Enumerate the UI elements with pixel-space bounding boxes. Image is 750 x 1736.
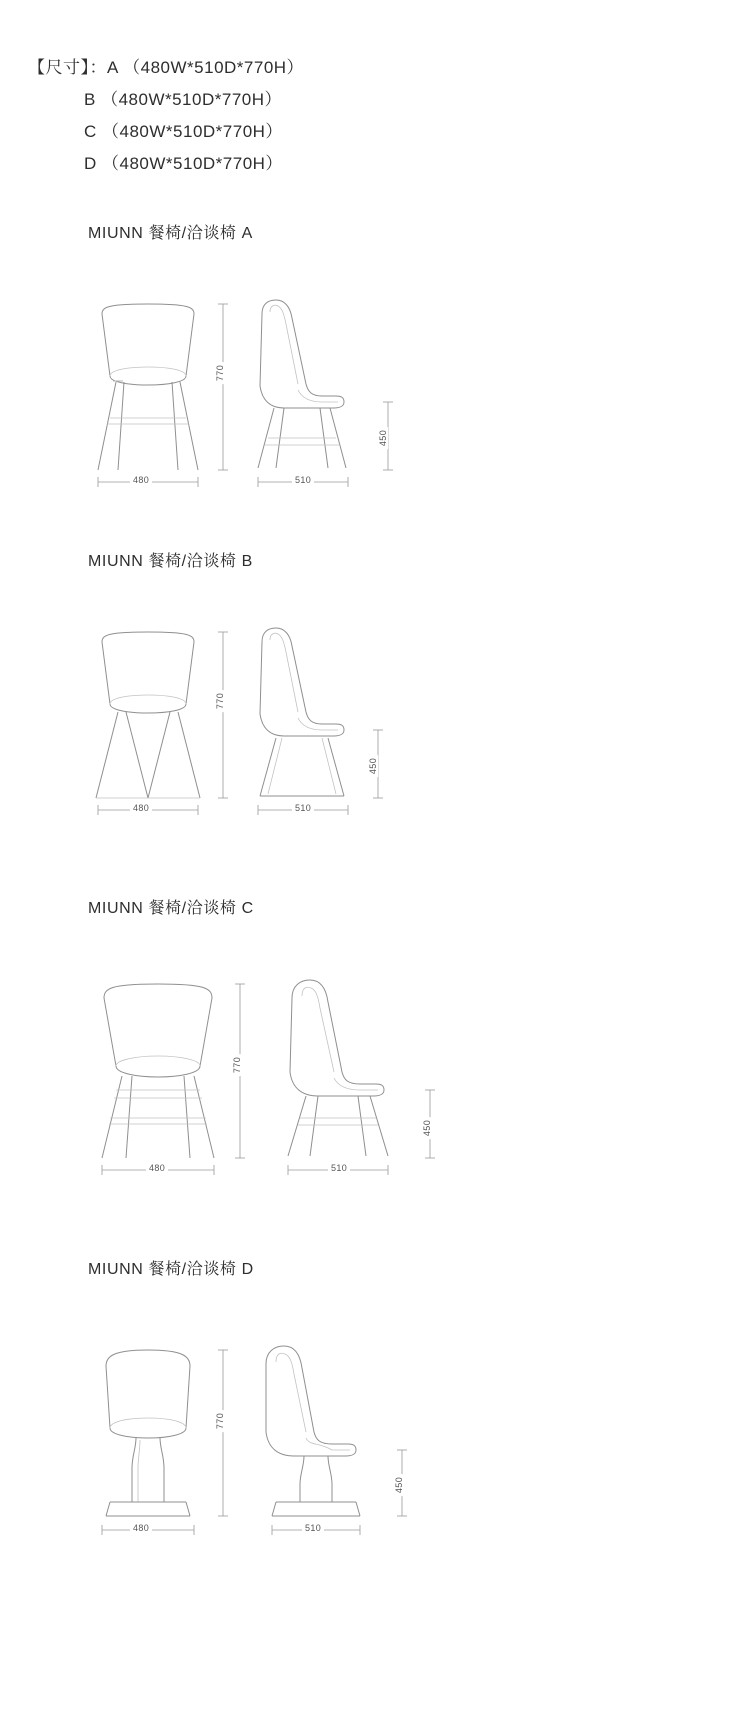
spec-line-d (28, 148, 304, 180)
side-width-label-d: 510 (302, 1523, 324, 1533)
spec-value-d: （480W*510D*770H） (102, 154, 283, 173)
drawings-b (0, 586, 750, 813)
side-dims-c (278, 978, 528, 1188)
side-dims-a-svg (250, 298, 480, 498)
side-dims-d-svg (250, 1344, 480, 1549)
front-width-label-b: 480 (130, 803, 152, 813)
section-title-d: MIUNN 餐椅/洽谈椅 D (88, 1261, 254, 1278)
front-height-label-a: 770 (215, 362, 225, 384)
side-width-label-a: 510 (292, 475, 314, 485)
spec-label: 【尺寸】： (28, 58, 107, 77)
drawings-a (0, 258, 750, 485)
side-height-label-a: 450 (378, 427, 388, 449)
spec-line-a (28, 52, 304, 84)
side-height-label-d: 450 (394, 1474, 404, 1496)
front-height-label-b: 770 (215, 690, 225, 712)
front-height-label-d: 770 (215, 1410, 225, 1432)
spec-line-c (28, 116, 304, 148)
spec-key-c: C (84, 122, 97, 141)
section-title-b: MIUNN 餐椅/洽谈椅 B (88, 553, 253, 570)
front-width-label-a: 480 (130, 475, 152, 485)
front-height-label-c: 770 (232, 1054, 242, 1076)
side-width-label-b: 510 (292, 803, 314, 813)
side-dims-c-svg (278, 978, 528, 1188)
drawings-c (0, 933, 750, 1173)
side-dims-a (250, 298, 480, 498)
side-width-label-c: 510 (328, 1163, 350, 1173)
spec-value-a: （480W*510D*770H） (123, 58, 305, 77)
spec-key-d: D (84, 154, 97, 173)
side-dims-b (250, 626, 480, 826)
side-height-label-b: 450 (368, 755, 378, 777)
section-title-c: MIUNN 餐椅/洽谈椅 C (88, 900, 254, 917)
spec-key-a: A (107, 58, 118, 77)
spec-line-b (28, 84, 304, 116)
front-width-label-d: 480 (130, 1523, 152, 1533)
front-width-label-c: 480 (146, 1163, 168, 1173)
dimensions-spec (28, 52, 304, 180)
spec-value-c: （480W*510D*770H） (102, 122, 283, 141)
side-dims-d (250, 1344, 480, 1549)
spec-value-b: （480W*510D*770H） (101, 90, 282, 109)
section-title-a: MIUNN 餐椅/洽谈椅 A (88, 225, 253, 242)
spec-key-b: B (84, 90, 96, 109)
side-height-label-c: 450 (422, 1117, 432, 1139)
drawings-d (0, 1294, 750, 1533)
side-dims-b-svg (250, 626, 480, 826)
